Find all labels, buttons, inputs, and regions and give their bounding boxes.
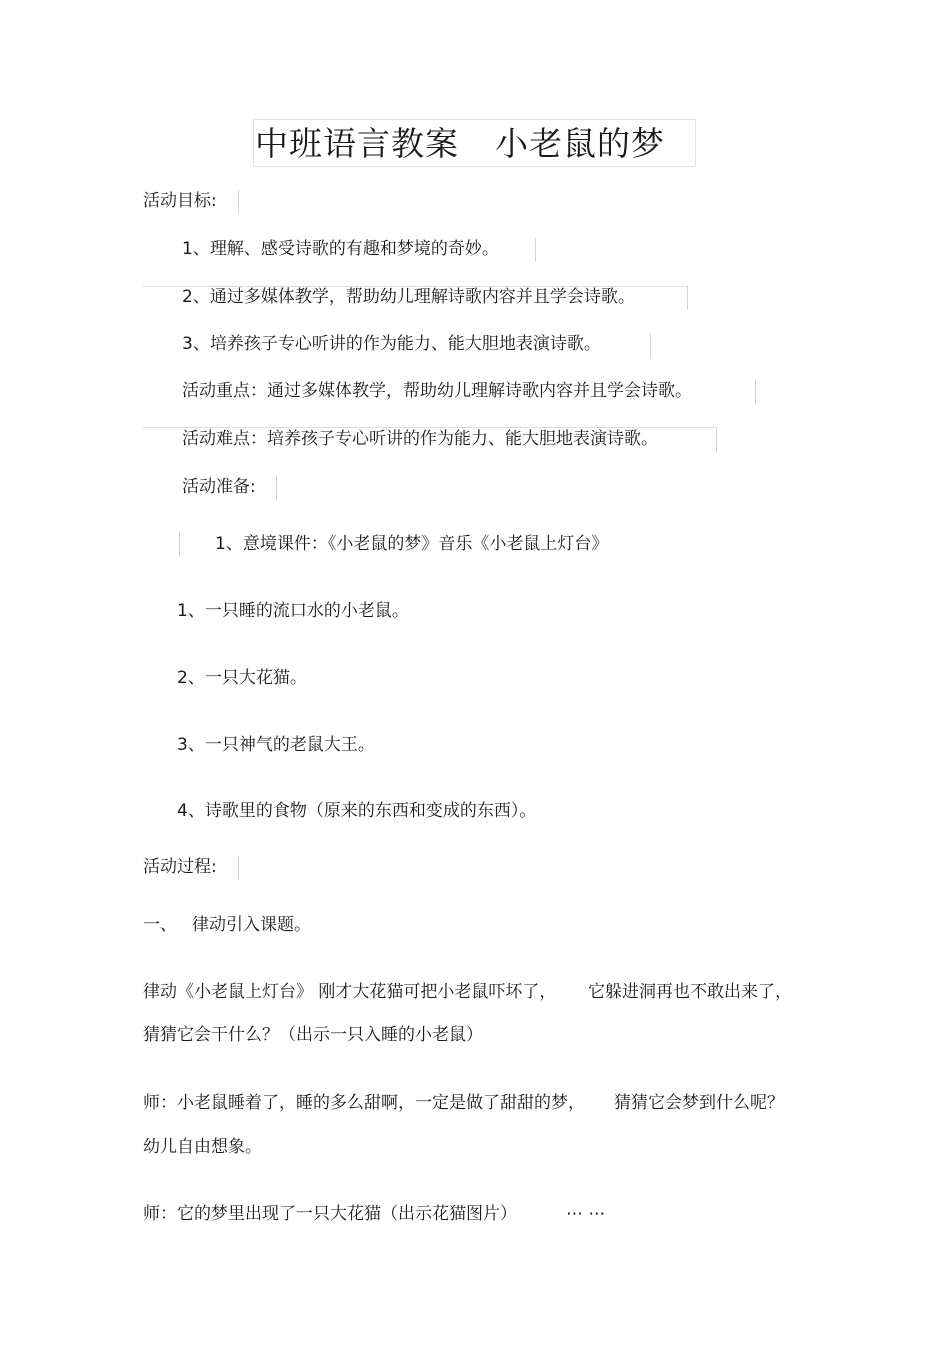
goals-heading: 活动目标: <box>143 191 217 211</box>
scan-line <box>276 476 277 500</box>
paragraph-3-text: 师：它的梦里出现了一只大花猫（出示花猫图片） <box>143 1204 517 1224</box>
scan-line <box>687 286 688 310</box>
title-part-2: 小老鼠的梦 <box>495 124 665 163</box>
paragraph-2-line-2: 幼儿自由想象。 <box>143 1137 262 1157</box>
page-title <box>255 121 665 167</box>
paragraph-1-line-2: 猜猜它会干什么？（出示一只入睡的小老鼠） <box>143 1025 483 1045</box>
goal-1: 1、理解、感受诗歌的有趣和梦境的奇妙。 <box>182 239 499 259</box>
title-part-1: 中班语言教案 <box>255 124 459 163</box>
scan-line <box>535 238 536 262</box>
scan-line <box>755 380 756 404</box>
scan-line <box>716 428 717 452</box>
prep-list-item-1: 1、一只睡的流口水的小老鼠。 <box>177 601 409 621</box>
step-1-text: 律动引入课题。 <box>192 915 311 935</box>
prep-heading: 活动准备: <box>182 477 256 497</box>
key-point: 活动重点：通过多媒体教学，帮助幼儿理解诗歌内容并且学会诗歌。 <box>182 381 692 401</box>
paragraph-1-line-1b: 它躲进洞再也不敢出来了， <box>588 982 792 1002</box>
scan-line <box>238 190 239 214</box>
step-1-number: 一、 <box>143 915 177 935</box>
scan-line <box>650 333 651 357</box>
process-heading: 活动过程: <box>143 857 217 877</box>
difficulty: 活动难点：培养孩子专心听讲的作为能力、能大胆地表演诗歌。 <box>182 429 658 449</box>
prep-list-item-3: 3、一只神气的老鼠大王。 <box>177 735 375 755</box>
goal-3: 3、培养孩子专心听讲的作为能力、能大胆地表演诗歌。 <box>182 334 601 354</box>
scan-line <box>179 532 180 556</box>
paragraph-2-line-1b: 猜猜它会梦到什么呢？ <box>614 1093 784 1113</box>
prep-list-item-2: 2、一只大花猫。 <box>177 668 307 688</box>
goal-2: 2、通过多媒体教学，帮助幼儿理解诗歌内容并且学会诗歌。 <box>182 287 635 307</box>
paragraph-1-line-1a: 律动《小老鼠上灯台》 刚才大花猫可把小老鼠吓坏了， <box>143 982 557 1002</box>
scan-line <box>238 856 239 880</box>
prep-item-1: 1、意境课件：《小老鼠的梦》音乐《小老鼠上灯台》 <box>215 534 609 554</box>
paragraph-2-line-1a: 师：小老鼠睡着了，睡的多么甜啊，一定是做了甜甜的梦， <box>143 1093 585 1113</box>
paragraph-3-ellipsis: ⋯ ⋯ <box>566 1204 606 1224</box>
prep-list-item-4: 4、诗歌里的食物（原来的东西和变成的东西）。 <box>177 801 537 821</box>
